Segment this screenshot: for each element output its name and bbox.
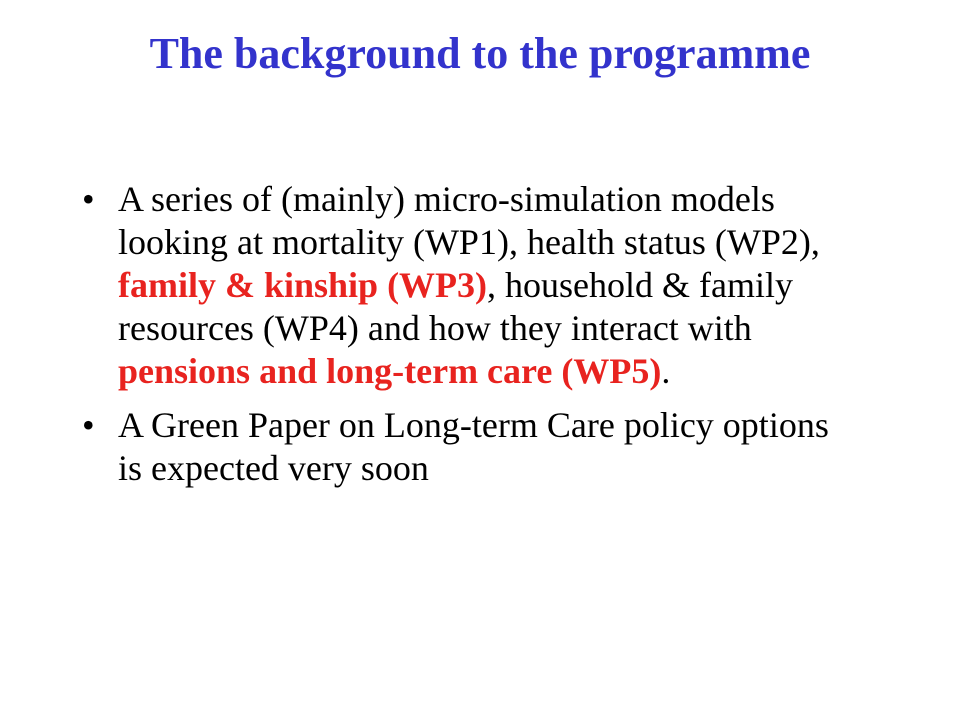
bullet-list bbox=[72, 178, 852, 490]
bullet-mark: • bbox=[82, 179, 95, 219]
highlight-family-kinship: family & kinship (WP3) bbox=[118, 265, 488, 305]
bullet-item-green-paper bbox=[72, 404, 852, 490]
highlight-pensions-care: pensions and long-term care (WP5) bbox=[118, 351, 662, 391]
bullet-mark: • bbox=[82, 405, 95, 445]
bullet-text-middle: , household & family resources (WP4) and how they interact with bbox=[118, 265, 794, 348]
bullet-item-models bbox=[72, 178, 852, 393]
bullet-text-green-paper: A Green Paper on Long-term Care policy options is expected very soon bbox=[118, 405, 829, 488]
bullet-text-intro: A series of (mainly) micro-simulation models looking at mortality (WP1), health status (WP2), bbox=[118, 179, 820, 262]
slide-title: The background to the programme bbox=[149, 29, 811, 78]
bullet-text-end: . bbox=[661, 351, 671, 391]
